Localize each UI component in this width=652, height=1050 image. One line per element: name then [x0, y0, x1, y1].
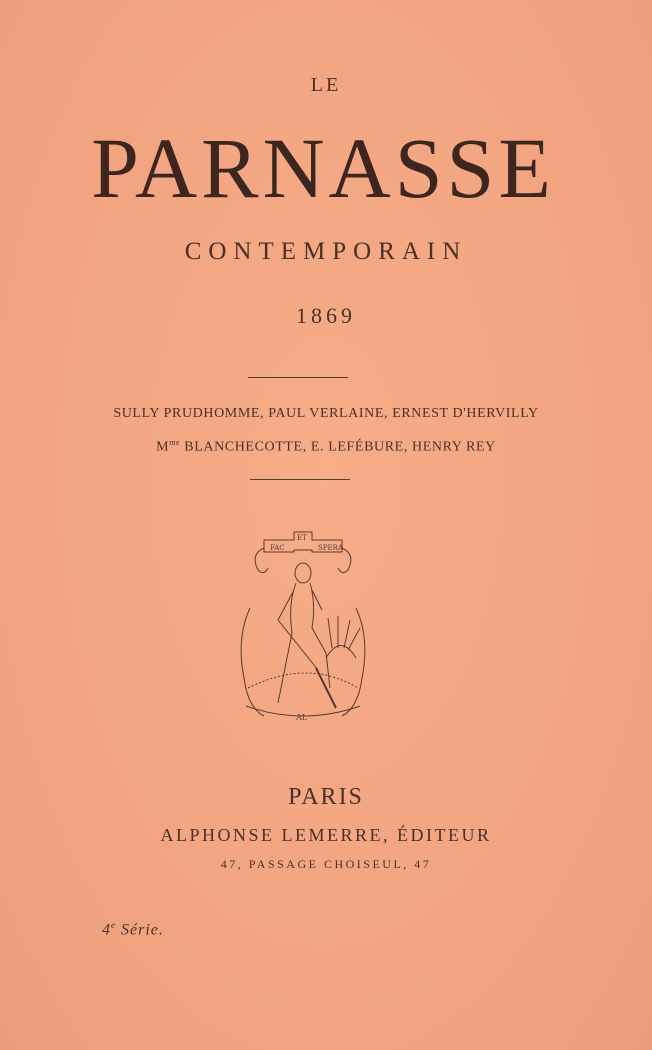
publisher: ALPHONSE LEMERRE, ÉDITEUR: [160, 825, 492, 845]
series-label: [102, 920, 164, 939]
divider-rule: [250, 479, 350, 480]
publisher-address: 47, PASSAGE CHOISEUL, 47: [220, 857, 432, 871]
authors-names: BLANCHECOTTE, E. LEFÉBURE, HENRY REY: [180, 439, 496, 455]
title-article: LE: [310, 74, 342, 96]
authors-line-2: [0, 438, 652, 456]
motto-right: SPERA: [318, 544, 343, 552]
authors-line-1: SULLY PRUDHOMME, PAUL VERLAINE, ERNEST D'HERVILLY: [113, 406, 539, 421]
honorific: M: [156, 439, 170, 455]
series-number: 4: [102, 921, 111, 939]
book-title: PARNASSE: [91, 120, 555, 216]
publication-city: PARIS: [288, 784, 364, 810]
publication-year: 1869: [296, 303, 356, 328]
series-sup: e: [111, 920, 116, 930]
monogram: AL: [296, 713, 308, 722]
publisher-emblem-icon: [236, 528, 370, 724]
series-text: Série.: [116, 921, 164, 939]
motto-center: ET: [297, 534, 307, 542]
divider-rule: [248, 377, 348, 378]
motto-left: FAC: [270, 544, 285, 552]
honorific-sup: me: [169, 438, 181, 447]
book-subtitle: CONTEMPORAIN: [184, 238, 468, 265]
